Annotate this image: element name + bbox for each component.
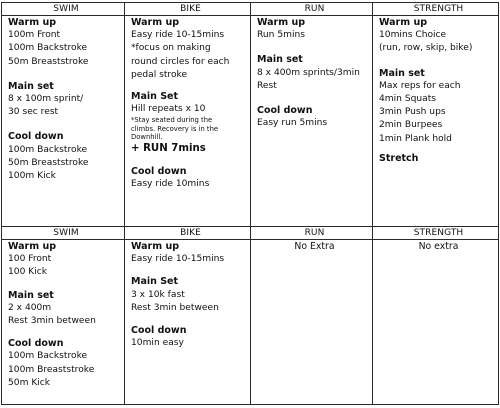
- main-set-heading: Main Set: [131, 276, 179, 288]
- list-item: (run, row, skip, bike): [379, 43, 473, 54]
- list-item: Max reps for each: [379, 80, 461, 91]
- list-item: Easy ride 10-15mins: [131, 30, 225, 41]
- week1-row: [2, 16, 499, 227]
- cool-down-heading: Cool down: [257, 105, 313, 117]
- list-item: 100m Breaststroke: [8, 364, 95, 375]
- cool-down-heading: Cool down: [8, 338, 64, 350]
- list-item: 10mins Choice: [379, 30, 447, 41]
- main-set-heading: Main set: [257, 54, 303, 66]
- week2-run-cell: [251, 240, 373, 405]
- list-item: 100 Front: [8, 254, 52, 265]
- list-item: Rest: [257, 80, 277, 91]
- header-swim: SWIM: [2, 3, 125, 16]
- list-item: pedal stroke: [131, 69, 188, 80]
- header-bike: BIKE: [125, 3, 251, 16]
- week1-bike-cell: [125, 16, 251, 227]
- no-extra-text: No extra: [418, 241, 459, 252]
- note-line: *Stay seated during the: [131, 116, 213, 125]
- week2-strength-cell: [373, 240, 499, 405]
- header-row: [2, 227, 499, 240]
- list-item: Easy ride 10mins: [131, 179, 210, 190]
- list-item: 50m Kick: [8, 377, 51, 388]
- header-bike: BIKE: [125, 227, 251, 240]
- list-item: 2min Burpees: [379, 120, 443, 131]
- header-run: RUN: [251, 227, 373, 240]
- header-run: RUN: [251, 3, 373, 16]
- main-set-heading: Main set: [8, 80, 54, 92]
- list-item: Run 5mins: [257, 30, 305, 41]
- list-item: *focus on making: [131, 43, 211, 54]
- main-set-heading: Main set: [379, 67, 425, 79]
- note-line: climbs. Recovery is in the: [131, 124, 219, 133]
- warm-up-heading: Warm up: [131, 17, 180, 28]
- warm-up-heading: Warm up: [131, 241, 180, 252]
- list-item: Hill repeats x 10: [131, 104, 206, 115]
- warm-up-heading: Warm up: [8, 241, 57, 252]
- warm-up-heading: Warm up: [257, 17, 306, 28]
- list-item: 8 x 400m sprints/3min: [257, 67, 360, 78]
- list-item: 2 x 400m: [8, 302, 52, 313]
- list-item: 3min Push ups: [379, 107, 446, 118]
- week2-swim-cell: [2, 240, 125, 405]
- header-strength: STRENGTH: [373, 3, 499, 16]
- header-row: [2, 3, 499, 16]
- list-item: 50m Breaststroke: [8, 56, 89, 67]
- cool-down-heading: Cool down: [8, 131, 64, 143]
- training-plan-table: [1, 2, 499, 405]
- header-swim: SWIM: [2, 227, 125, 240]
- list-item: 3 x 10k fast: [131, 289, 185, 300]
- list-item: 100m Backstroke: [8, 43, 88, 54]
- week1-run-cell: [251, 16, 373, 227]
- week2-row: [2, 240, 499, 405]
- list-item: 100 Kick: [8, 267, 48, 278]
- week2-bike-cell: [125, 240, 251, 405]
- cool-down-heading: Cool down: [131, 325, 187, 337]
- list-item: 1min Plank hold: [379, 133, 452, 144]
- list-item: 100m Backstroke: [8, 351, 88, 362]
- list-item: 8 x 100m sprint/: [8, 94, 84, 105]
- list-item: 100m Front: [8, 30, 61, 41]
- warm-up-heading: Warm up: [379, 17, 428, 28]
- list-item: 50m Breaststroke: [8, 157, 89, 168]
- list-item: 10min easy: [131, 338, 184, 349]
- main-set-heading: Main Set: [131, 91, 179, 103]
- list-item: Rest 3min between: [8, 316, 96, 327]
- list-item: 100m Backstroke: [8, 144, 88, 155]
- list-item: Rest 3min between: [131, 302, 219, 313]
- list-item: Easy run 5mins: [257, 118, 328, 129]
- run-extra-label: + RUN 7mins: [131, 142, 206, 154]
- list-item: Easy ride 10-15mins: [131, 254, 225, 265]
- note-line: Downhill.: [131, 133, 163, 142]
- header-strength: STRENGTH: [373, 227, 499, 240]
- list-item: round circles for each: [131, 56, 230, 67]
- cool-down-heading: Cool down: [131, 166, 187, 178]
- list-item: 4min Squats: [379, 94, 437, 105]
- list-item: 100m Kick: [8, 171, 56, 182]
- no-extra-text: No Extra: [294, 241, 335, 252]
- warm-up-heading: Warm up: [8, 17, 57, 28]
- week1-strength-cell: [373, 16, 499, 227]
- list-item: 30 sec rest: [8, 107, 59, 118]
- main-set-heading: Main set: [8, 289, 54, 301]
- stretch-heading: Stretch: [379, 152, 419, 164]
- week1-swim-cell: [2, 16, 125, 227]
